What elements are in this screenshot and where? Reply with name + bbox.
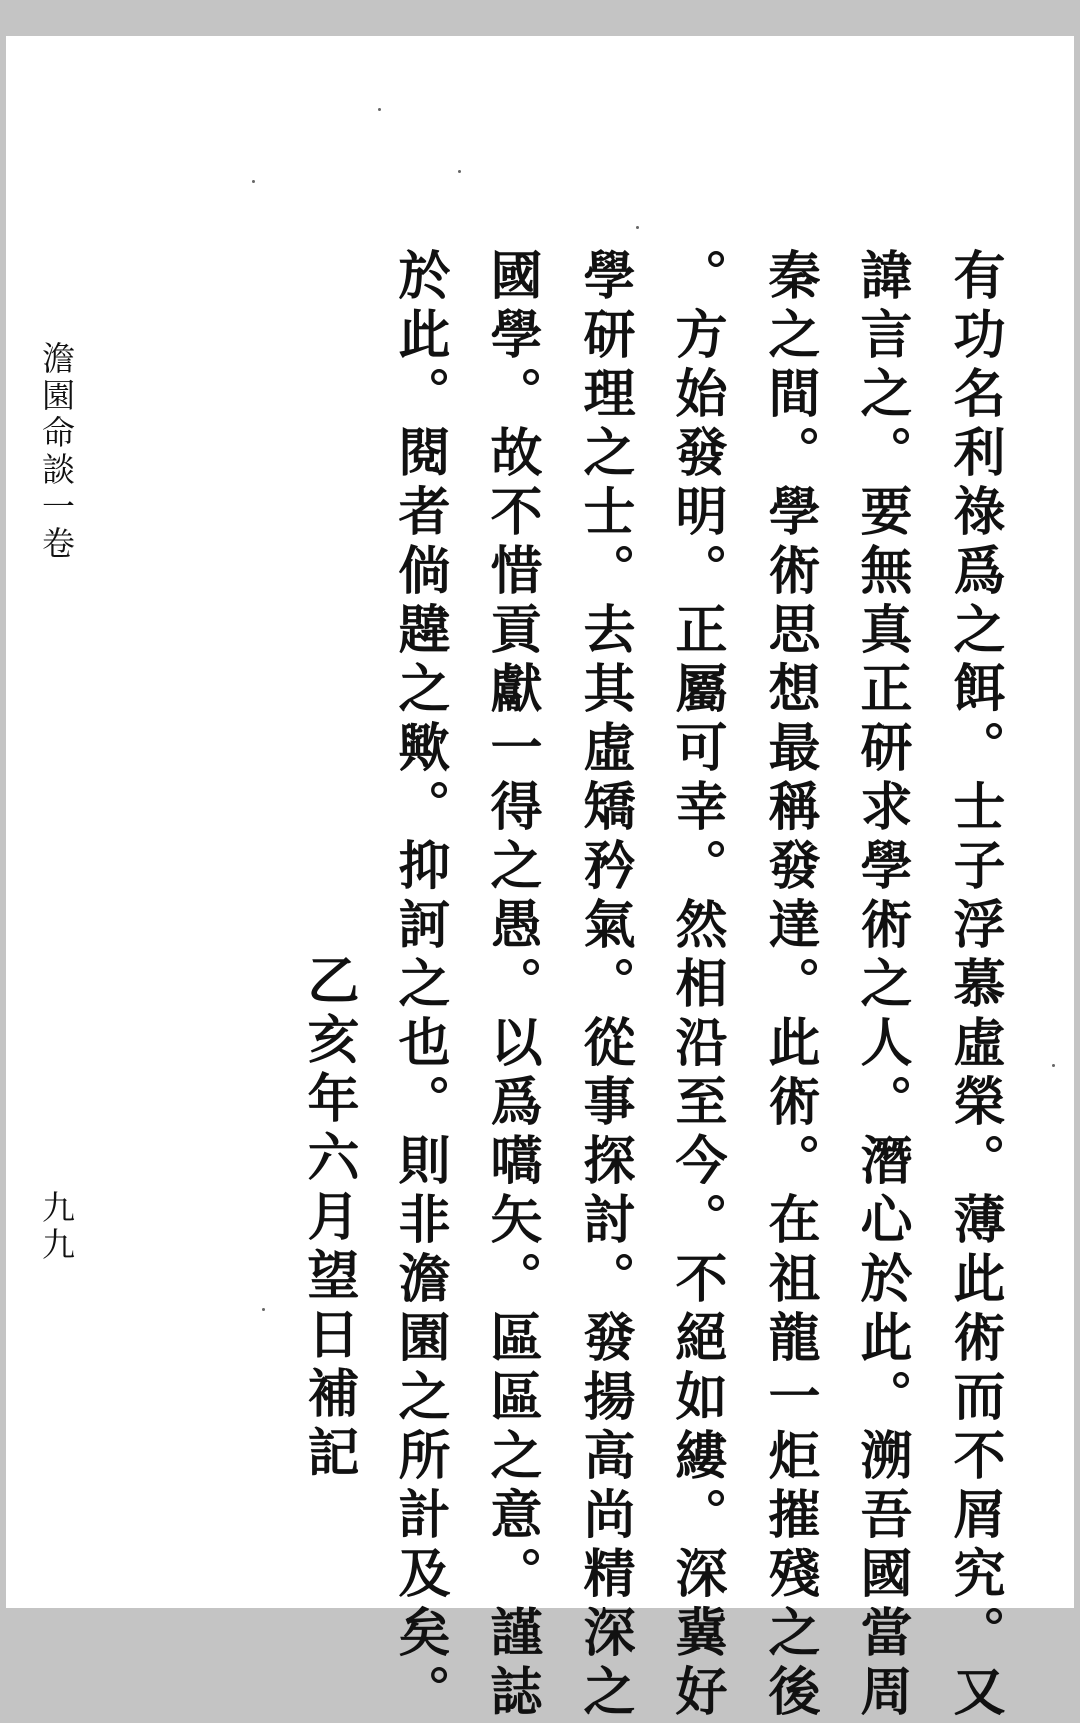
text-column-7: 於此。閱者倘韙之歟。抑訶之也。則非澹園之所計及矣。 [389,248,450,1723]
book-page [6,36,1074,1723]
text-column-2: 諱言之。要無真正研求學術之人。潛心於此。溯吾國當周 [851,248,912,1723]
scan-speck [262,1308,265,1311]
colophon-date: 乙亥年六月望日補記 [298,953,359,1484]
text-column-4: 。方始發明。正屬可幸。然相沿至今。不絕如縷。深冀好 [666,248,727,1723]
scan-speck [458,170,461,173]
scan-speck [378,108,381,111]
text-column-3: 秦之間。學術思想最稱發達。此術。在祖龍一炬摧殘之後 [759,248,820,1723]
text-column-6: 國學。故不惜貢獻一得之愚。以爲嚆矢。區區之意。謹誌 [481,248,542,1723]
text-column-1: 有功名利祿爲之餌。士子浮慕虛榮。薄此術而不屑究。又 [944,248,1005,1723]
scan-speck [1052,1064,1055,1067]
scan-speck [252,180,255,183]
page-number: 九九 [37,1190,76,1264]
margin-book-title: 澹園命談一卷 [37,341,76,563]
scan-speck [636,226,639,229]
text-column-5: 學研理之士。去其虛矯矜氣。從事探討。發揚高尚精深之 [574,248,635,1723]
